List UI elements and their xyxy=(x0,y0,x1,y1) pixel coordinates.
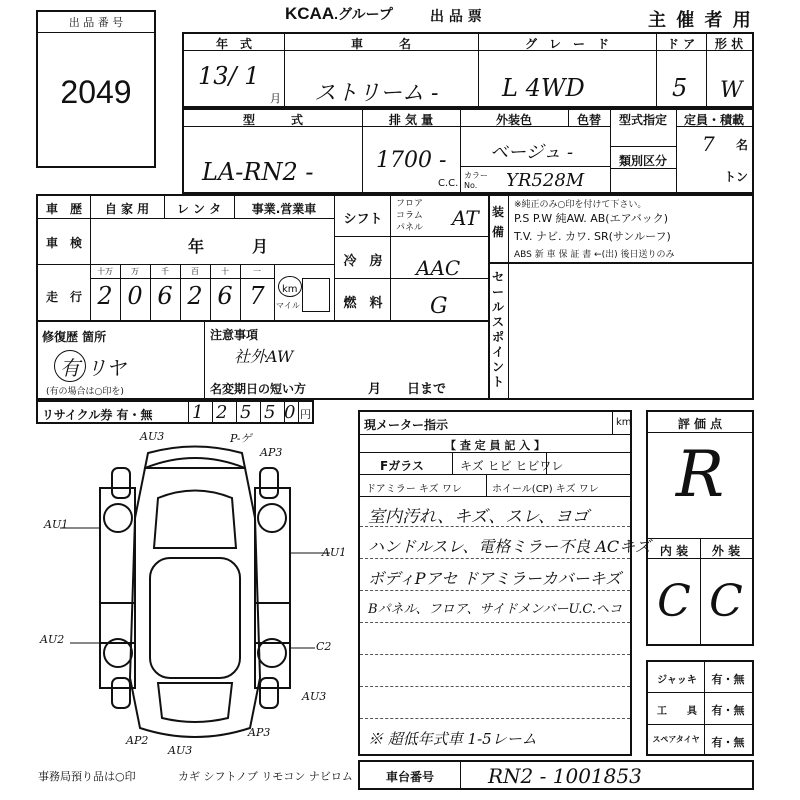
inspector-footer-note: ※ 超低年式車 1-5レーム xyxy=(368,730,537,748)
interior-label: 内 装 xyxy=(659,544,689,558)
digit-unit-10k: 万 xyxy=(131,267,139,276)
diagram-annotation: AU2 xyxy=(40,633,65,646)
unit-mile[interactable]: マイル xyxy=(276,301,300,310)
diagram-annotation: P-ゲ xyxy=(230,432,252,445)
group-name: .グループ xyxy=(334,6,393,22)
equipment-line-2: T.V. ナビ. カワ. SR(サンルーフ) xyxy=(514,230,671,243)
wheel-label[interactable]: ホイール(CP) キズ ワレ xyxy=(492,484,599,495)
rename-label: 名変期日の短い方 xyxy=(210,382,307,396)
equipment-side-label: 装 備 xyxy=(492,205,505,239)
shift-label: シフト xyxy=(343,212,383,227)
inspector-note: Bパネル、フロア、サイドメンバーU.C.ヘコ xyxy=(368,602,623,617)
lot-number-box xyxy=(36,10,156,168)
chassis-row xyxy=(358,760,754,790)
lot-number-label: 出 品 番 号 xyxy=(68,16,124,29)
mileage-digit: 6 xyxy=(217,282,233,310)
doors-value: 5 xyxy=(672,74,688,102)
car-diagram xyxy=(40,428,350,758)
diagram-annotation: AP3 xyxy=(248,726,271,739)
color-value: ベージュ - xyxy=(490,142,574,163)
shape-label: 形 状 xyxy=(714,37,744,51)
model-label: 車 名 xyxy=(350,37,411,51)
chassis-label: 車台番号 xyxy=(385,770,434,784)
accessory-options-spare[interactable]: 有・無 xyxy=(711,736,745,749)
recycle-unit: 円 xyxy=(300,408,311,421)
capacity-tons-unit: トン xyxy=(724,170,749,184)
diagram-annotation: AU3 xyxy=(302,690,327,703)
repair-note: (有の場合は○印を) xyxy=(46,387,124,397)
accessories-table xyxy=(646,660,754,756)
color-code-label: カラー No. xyxy=(464,171,488,190)
inspector-note: 室内汚れ、キズ、スレ、ヨゴ xyxy=(368,507,589,527)
row2-table xyxy=(182,108,754,194)
accessory-options-jack[interactable]: 有・無 xyxy=(711,673,745,686)
shift-option-floor[interactable]: フロア xyxy=(396,199,424,209)
mileage-digit: 6 xyxy=(157,282,173,310)
repair-label: 修復歴 箇所 xyxy=(42,330,107,344)
accessory-options-tools[interactable]: 有・無 xyxy=(711,704,745,717)
color-change-label: 色替 xyxy=(576,113,601,127)
ac-value: AAC xyxy=(416,256,461,280)
model-value: ストリーム - xyxy=(314,81,439,106)
sales-point-box xyxy=(488,262,754,400)
mirror-label[interactable]: ドアミラー キズ ワレ xyxy=(366,484,462,495)
equipment-table xyxy=(488,194,754,264)
inspector-note: ハンドルスレ、電格ミラー不良 ACキズ xyxy=(368,537,651,556)
unit-km: km xyxy=(282,284,298,295)
history-option-business[interactable]: 事業.営業車 xyxy=(251,202,317,216)
capacity-persons-unit: 名 xyxy=(736,138,749,152)
diagram-annotation: AU3 xyxy=(168,744,193,757)
exterior-label: 外 装 xyxy=(711,544,741,558)
color-code-value: YR528M xyxy=(506,170,585,191)
inspector-note: ボディPアセ ドアミラーカバーキズ xyxy=(368,569,622,588)
class-label: 類別区分 xyxy=(618,154,667,168)
recycle-digit: 0 xyxy=(284,402,296,423)
capacity-label: 定員・積載 xyxy=(683,113,744,127)
shift-option-panel[interactable]: パネル xyxy=(396,223,424,233)
lot-number: 2049 xyxy=(60,74,132,110)
digit-unit-1k: 千 xyxy=(161,267,169,276)
accessory-label-tools: 工 具 xyxy=(657,706,697,717)
inspection-value: 年 月 xyxy=(188,237,269,256)
equipment-line-1: P.S P.W 純AW. AB(エアバック) xyxy=(514,212,668,225)
digit-unit-100k: 十万 xyxy=(97,267,113,276)
equipment-note: ※純正のみ○印を付けて下さい。 xyxy=(514,200,647,210)
office-label: 事務局預り品は○印 xyxy=(38,770,136,783)
score-table xyxy=(646,410,754,646)
shift-option-column[interactable]: コラム xyxy=(396,211,423,221)
shape-value: W xyxy=(720,78,743,103)
inspector-label: 【 査 定 員 記 入 】 xyxy=(445,439,545,452)
cc-unit: C.C. xyxy=(438,178,459,189)
shift-value: AT xyxy=(452,206,479,230)
row1-table xyxy=(182,32,754,108)
mileage-label: 走 行 xyxy=(45,290,82,304)
ac-label: 冷 房 xyxy=(343,254,383,269)
displacement-label: 排 気 量 xyxy=(388,113,434,127)
rename-suffix: 月 日まで xyxy=(368,382,447,397)
doors-label: ド ア xyxy=(666,37,696,51)
accessory-label-jack: ジャッキ xyxy=(657,675,697,686)
history-label: 車 歴 xyxy=(45,202,82,216)
sales-point-label: セ ー ル ス ポ イ ン ト xyxy=(492,270,505,389)
capacity-value: 7 xyxy=(702,132,715,156)
recycle-digit: 2 xyxy=(216,402,228,423)
digit-unit-10: 十 xyxy=(221,267,229,276)
type-certification-label: 型式指定 xyxy=(618,113,667,127)
notice-label: 注意事項 xyxy=(210,328,259,342)
color-label: 外装色 xyxy=(495,113,532,127)
type-label: 型 式 xyxy=(242,113,303,127)
mileage-digit: 7 xyxy=(249,282,265,310)
diagram-annotation: AP2 xyxy=(126,734,149,747)
grade-value: L 4WD xyxy=(502,74,585,102)
year-label: 年 式 xyxy=(215,37,252,51)
glass-label: Fガラス xyxy=(380,459,424,473)
repair-value: 有 リヤ xyxy=(60,356,126,380)
diagram-annotation: AP3 xyxy=(260,446,283,459)
glass-options[interactable]: キズ ヒビ ヒビワレ xyxy=(460,459,564,473)
fuel-value: G xyxy=(430,294,448,319)
inspection-label: 車 検 xyxy=(45,236,82,250)
mileage-unit-box xyxy=(302,278,330,312)
history-option-rental[interactable]: レ ン タ xyxy=(176,202,222,216)
digit-unit-1: 一 xyxy=(253,267,261,276)
brand-logo xyxy=(285,4,393,24)
mileage-digit: 2 xyxy=(97,282,113,310)
organizer-label: 主 催 者 用 xyxy=(648,10,753,31)
digit-unit-100: 百 xyxy=(191,267,199,276)
mileage-digit: 2 xyxy=(187,282,203,310)
history-table xyxy=(36,194,490,322)
recycle-digit: 5 xyxy=(240,402,252,423)
chassis-value: RN2 - 1001853 xyxy=(488,764,642,788)
office-items[interactable]: カギ シフトノブ リモコン ナビロム xyxy=(178,770,353,783)
year-month-suffix: 月 xyxy=(270,92,281,105)
inspector-table xyxy=(358,410,651,756)
unit-km-circled[interactable] xyxy=(278,276,302,297)
brand-name: KCAA xyxy=(285,4,335,23)
notice-value: 社外AW xyxy=(234,347,294,366)
form-title: 出 品 票 xyxy=(430,9,482,25)
meter-unit: km xyxy=(616,417,632,428)
diagram-annotation: AU1 xyxy=(322,546,347,559)
type-value: LA-RN2 - xyxy=(202,158,314,186)
meter-label: 現メーター指示 xyxy=(364,418,449,432)
mileage-digit: 0 xyxy=(127,282,143,310)
interior-value: C xyxy=(657,576,691,627)
accessory-label-spare: スペアタイヤ xyxy=(652,735,700,744)
score-value: R xyxy=(675,438,725,512)
car-diagram-svg xyxy=(40,428,350,758)
recycle-label: リサイクル券 有・無 xyxy=(42,408,153,422)
score-label: 評 価 点 xyxy=(677,417,723,431)
year-value: 13/ 1 xyxy=(198,62,260,90)
grade-label: グ レ ー ド xyxy=(524,37,609,51)
diagram-annotation: AU3 xyxy=(140,430,165,443)
diagram-annotation: AU1 xyxy=(44,518,69,531)
displacement-value: 1700 - xyxy=(376,148,447,173)
recycle-row xyxy=(36,400,314,424)
recycle-digit: 1 xyxy=(192,402,204,423)
mileage-grid xyxy=(90,264,274,320)
exterior-value: C xyxy=(709,576,743,627)
fuel-label: 燃 料 xyxy=(343,296,383,311)
repair-table xyxy=(36,320,490,400)
recycle-digit: 5 xyxy=(264,402,276,423)
history-option-private[interactable]: 自 家 用 xyxy=(104,202,150,216)
equipment-line-3: ABS 新 車 保 証 書 ←(出) 後日送りのみ xyxy=(514,250,675,260)
diagram-annotation: C2 xyxy=(316,640,332,653)
